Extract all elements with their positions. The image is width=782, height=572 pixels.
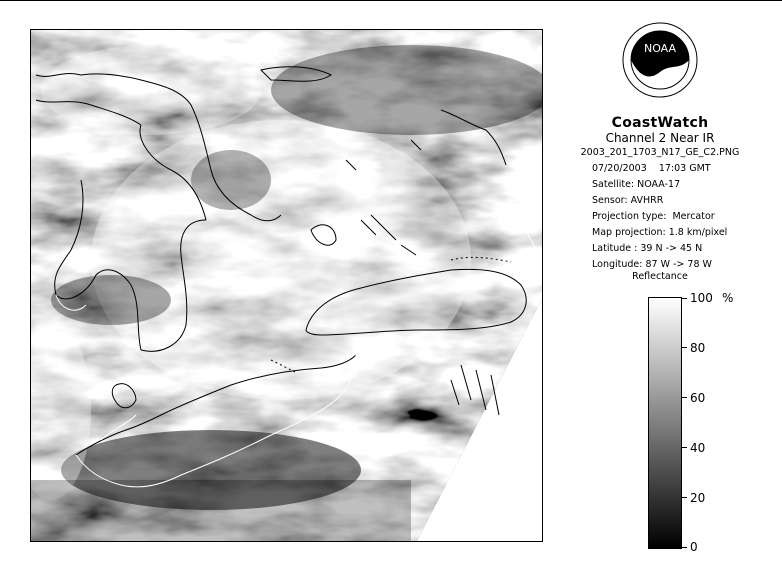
legend-unit: %	[722, 291, 734, 305]
satellite-label: Satellite: NOAA-17	[592, 179, 681, 190]
colorbar-tick-label: 100	[690, 291, 713, 305]
longitude-label: Longitude: 87 W -> 78 W	[592, 259, 712, 270]
reflectance-colorbar	[648, 297, 682, 549]
colorbar-tick-label: 0	[690, 540, 698, 554]
colorbar-tick	[682, 347, 687, 348]
latitude-label: Latitude : 39 N -> 45 N	[592, 243, 703, 254]
colorbar-tick-label: 40	[690, 441, 706, 455]
colorbar-tick	[682, 397, 687, 398]
satellite-image	[30, 29, 543, 542]
filename-label: 2003_201_1703_N17_GE_C2.PNG	[580, 147, 740, 158]
map-projection-label: Map projection: 1.8 km/pixel	[592, 227, 728, 238]
colorbar-tick-label: 60	[690, 391, 706, 405]
product-title: CoastWatch	[611, 115, 709, 131]
sensor-label: Sensor: AVHRR	[592, 195, 664, 206]
datetime-label: 07/20/2003 17:03 GMT	[592, 163, 711, 174]
colorbar-tick	[682, 447, 687, 448]
colorbar-tick	[682, 298, 687, 299]
top-border	[0, 0, 782, 1]
colorbar-tick	[682, 547, 687, 548]
channel-label: Channel 2 Near IR	[605, 131, 715, 145]
colorbar-tick-label: 20	[690, 491, 706, 505]
colorbar-tick	[682, 497, 687, 498]
colorbar-tick-label: 80	[690, 341, 706, 355]
satellite-map-svg	[31, 30, 543, 542]
noaa-logo-text: NOAA	[643, 42, 677, 55]
noaa-logo	[620, 20, 700, 108]
imagery-swath	[31, 30, 543, 542]
projection-type-label: Projection type: Mercator	[592, 211, 715, 222]
legend-title: Reflectance	[632, 271, 688, 282]
